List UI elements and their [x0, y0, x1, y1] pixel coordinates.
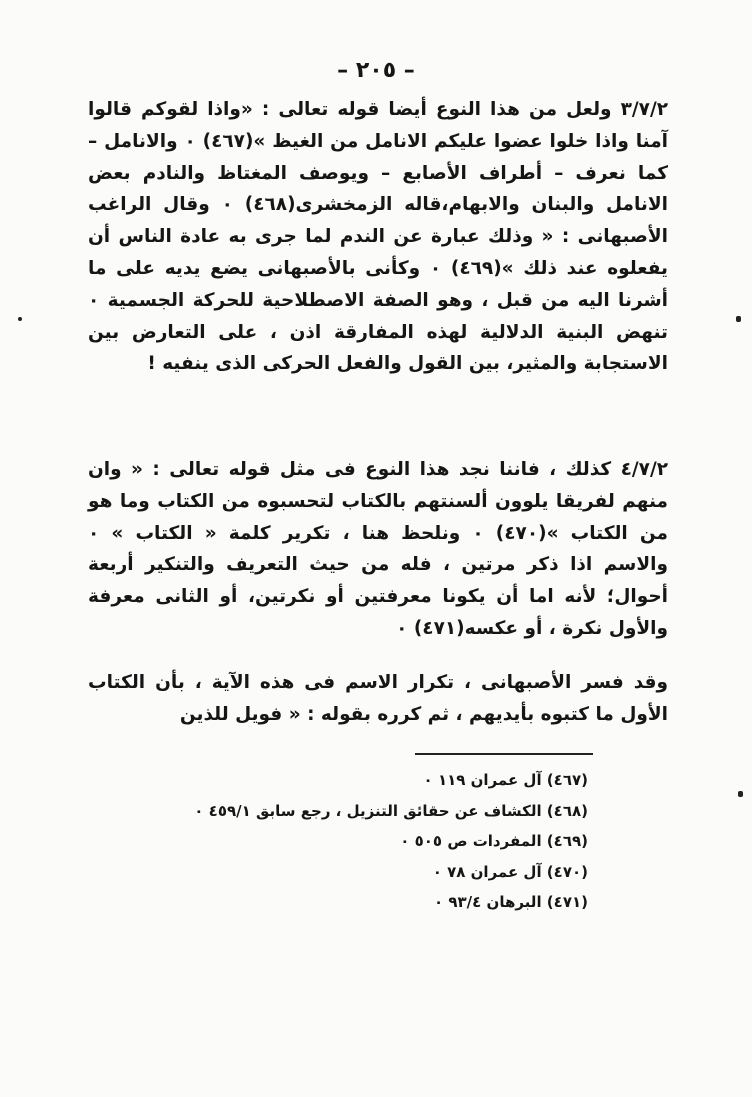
paragraph-4-7-2: ٤/٧/٢ كذلك ، فاننا نجد هذا النوع فى مثل قوله تعالى : « وان منهم لفريقا يلوون ألسنتهم بالكتاب لتحسبوه من الكتاب وما هو من الكتاب »(٤٧٠) ٠ ونلحظ هنا ، تكرير كلمة « الكتاب » ٠ والاسم اذا ذكر مرتين ، فله من حيث التعريف والتنكير أربعة أحوال؛ لأنه اما أن يكونا معرفتين أو نكرتين، أو الثانى معرفة والأول نكرة ، أو عكسه(٤٧١) ٠ [88, 459, 668, 639]
footnote-467: (٤٦٧) آل عمران ١١٩ ٠ [423, 771, 588, 789]
paragraph-commentary: وقد فسر الأصبهانى ، تكرار الاسم فى هذه الآية ، بأن الكتاب الأول ما كتبوه بأيديهم ، ثم كرره بقوله : « فويل للذين [88, 672, 668, 725]
page-number: – ٢٠٥ – [337, 58, 415, 83]
footnote-468: (٤٦٨) الكشاف عن حقائق التنزيل ، رجع سابق ٤٥٩/١ ٠ [194, 801, 588, 820]
footnote-471: (٤٧١) البرهان ٩٣/٤ ٠ [433, 893, 588, 912]
paragraph-3-7-2: ٣/٧/٢ ولعل من هذا النوع أيضا قوله تعالى : «واذا لقوكم قالوا آمنا واذا خلوا عضوا عليكم الانامل من الغيظ »(٤٦٧) ٠ والانامل – كما نعرف – أطراف الأصابع – ويوصف المغتاظ والنادم بعض الانامل والبنان والابهام،قاله الزمخشرى(٤٦٨) ٠ وقال الراغب الأصبهانى : « وذلك عبارة عن الندم لما جرى به عادة الناس أن يفعلوه عند ذلك »(٤٦٩) ٠ وكأنى بالأصبهانى يضع يديه على ما أشرنا اليه من قبل ، وهو الصفة الاصطلاحية للحركة الجسمية ٠ تنهض البنية الدلالية لهذه المفارقة اذن ، على التعارض بين الاستجابة والمثير، بين القول والفعل الحركى الذى ينفيه ! [88, 99, 669, 375]
footnotes-list [140, 765, 588, 918]
scan-speck [736, 316, 741, 322]
footnote-469: (٤٦٩) المفردات ص ٥٠٥ ٠ [400, 832, 588, 851]
footnote-separator [415, 753, 593, 755]
scan-speck [738, 791, 743, 797]
footnote-470: (٤٧٠) آل عمران ٧٨ ٠ [432, 862, 588, 881]
scan-speck [18, 317, 22, 321]
